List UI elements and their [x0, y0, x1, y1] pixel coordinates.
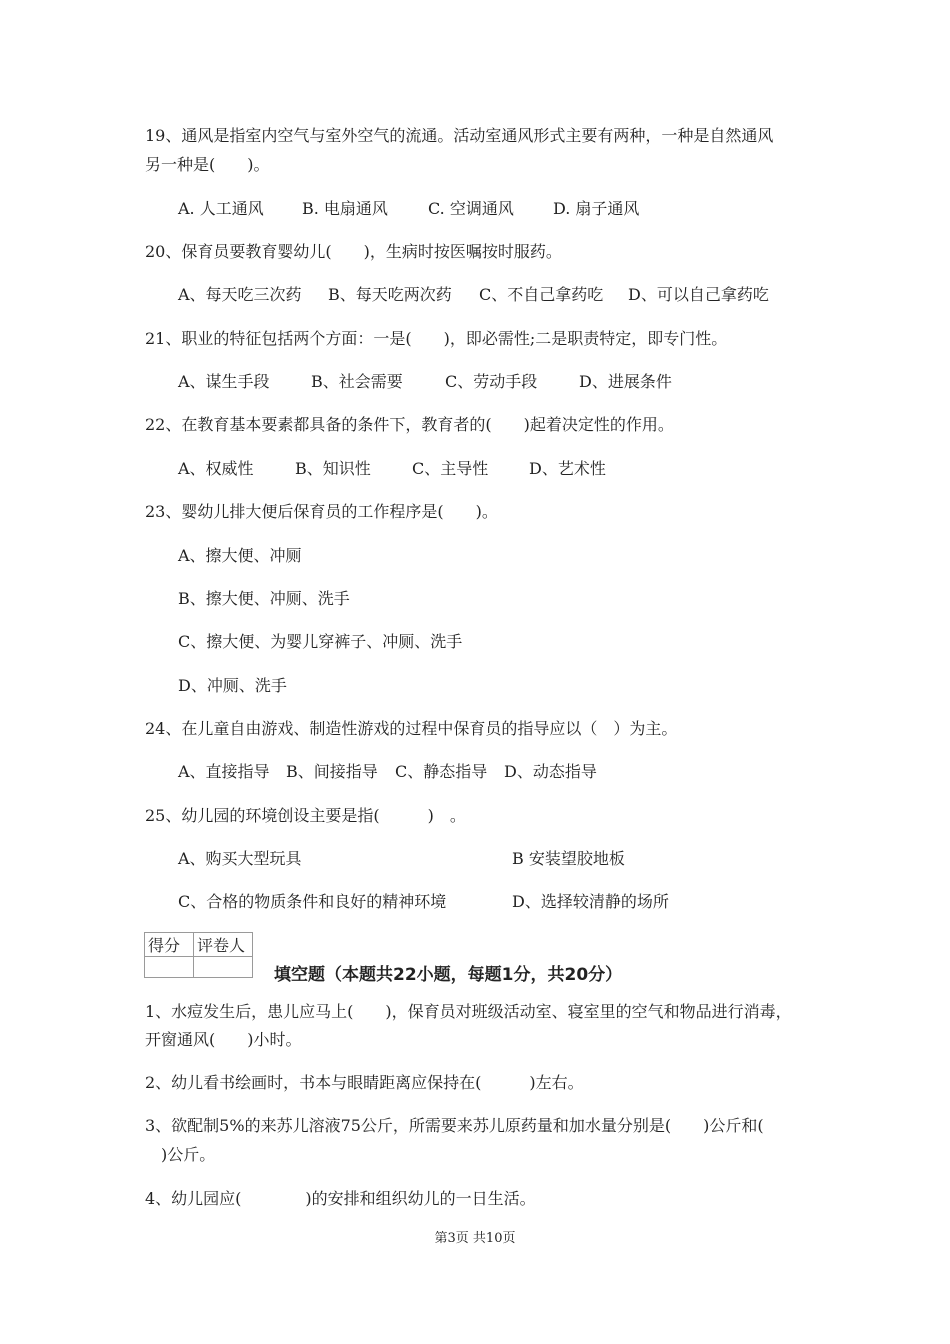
fill-4-line-1: 4、幼儿园应( )的安排和组织幼儿的一日生活。 [145, 1189, 536, 1208]
question-22-option-d: D、艺术性 [529, 459, 606, 478]
question-25-line-1: 25、幼儿园的环境创设主要是指( ) 。 [145, 806, 466, 825]
section-title: 填空题（本题共22小题，每题1分，共20分） [274, 965, 623, 985]
question-23-option-d: D、冲厕、洗手 [178, 676, 287, 695]
question-21-option-d: D、进展条件 [579, 372, 672, 391]
question-19-line-1: 19、通风是指室内空气与室外空气的流通。活动室通风形式主要有两种，一种是自然通风 [145, 126, 774, 145]
question-19-option-d: D. 扇子通风 [553, 199, 640, 218]
question-23-line-1: 23、婴幼儿排大便后保育员的工作程序是( )。 [145, 502, 498, 521]
question-19-option-a: A. 人工通风 [178, 199, 264, 218]
question-22-option-a: A、权威性 [178, 459, 254, 478]
grader-label: 评卷人 [194, 933, 253, 957]
question-20-option-d: D、可以自己拿药吃 [628, 285, 769, 304]
question-21-option-b: B、社会需要 [311, 372, 403, 391]
question-23-option-a: A、擦大便、冲厕 [178, 546, 302, 565]
question-19-line-2: 另一种是( )。 [145, 155, 270, 174]
question-24-option-a: A、直接指导 [178, 762, 270, 781]
question-23-option-b: B、擦大便、冲厕、洗手 [178, 589, 350, 608]
question-22-option-b: B、知识性 [295, 459, 371, 478]
question-24-option-d: D、动态指导 [504, 762, 597, 781]
grader-cell [194, 957, 253, 978]
fill-1-line-2: 开窗通风( )小时。 [145, 1030, 302, 1049]
question-21-line-1: 21、职业的特征包括两个方面：一是( )，即必需性;二是职责特定，即专门性。 [145, 329, 728, 348]
question-25-option-b: B 安装望胶地板 [512, 849, 625, 868]
question-21-option-c: C、劳动手段 [445, 372, 538, 391]
question-19-option-c: C. 空调通风 [428, 199, 514, 218]
fill-3-line-2: )公斤。 [145, 1145, 216, 1164]
question-20-option-c: C、不自己拿药吃 [479, 285, 604, 304]
question-20-line-1: 20、保育员要教育婴幼儿( )，生病时按医嘱按时服药。 [145, 242, 562, 261]
question-22-line-1: 22、在教育基本要素都具备的条件下，教育者的( )起着决定性的作用。 [145, 415, 674, 434]
fill-2-line-1: 2、幼儿看书绘画时，书本与眼睛距离应保持在( )左右。 [145, 1073, 584, 1092]
question-24-line-1: 24、在儿童自由游戏、制造性游戏的过程中保育员的指导应以（ ）为主。 [145, 719, 678, 738]
score-cell [145, 957, 194, 978]
question-19-option-b: B. 电扇通风 [302, 199, 388, 218]
question-24-option-b: B、间接指导 [286, 762, 378, 781]
score-label: 得分 [145, 933, 194, 957]
question-20-option-a: A、每天吃三次药 [178, 285, 302, 304]
question-24-option-c: C、静态指导 [395, 762, 488, 781]
question-23-option-c: C、擦大便、为婴儿穿裤子、冲厕、洗手 [178, 632, 463, 651]
question-25-option-d: D、选择较清静的场所 [512, 892, 669, 911]
score-box [144, 932, 253, 978]
fill-1-line-1: 1、水痘发生后，患儿应马上( )，保育员对班级活动室、寝室里的空气和物品进行消毒， [145, 1002, 792, 1021]
question-25-option-a: A、购买大型玩具 [178, 849, 302, 868]
page-footer: 第3页 共10页 [434, 1231, 516, 1246]
question-21-option-a: A、谋生手段 [178, 372, 270, 391]
question-25-option-c: C、合格的物质条件和良好的精神环境 [178, 892, 447, 911]
fill-3-line-1: 3、欲配制5%的来苏儿溶液75公斤，所需要来苏儿原药量和加水量分别是( )公斤和( [145, 1116, 764, 1135]
question-20-option-b: B、每天吃两次药 [328, 285, 452, 304]
question-22-option-c: C、主导性 [412, 459, 489, 478]
